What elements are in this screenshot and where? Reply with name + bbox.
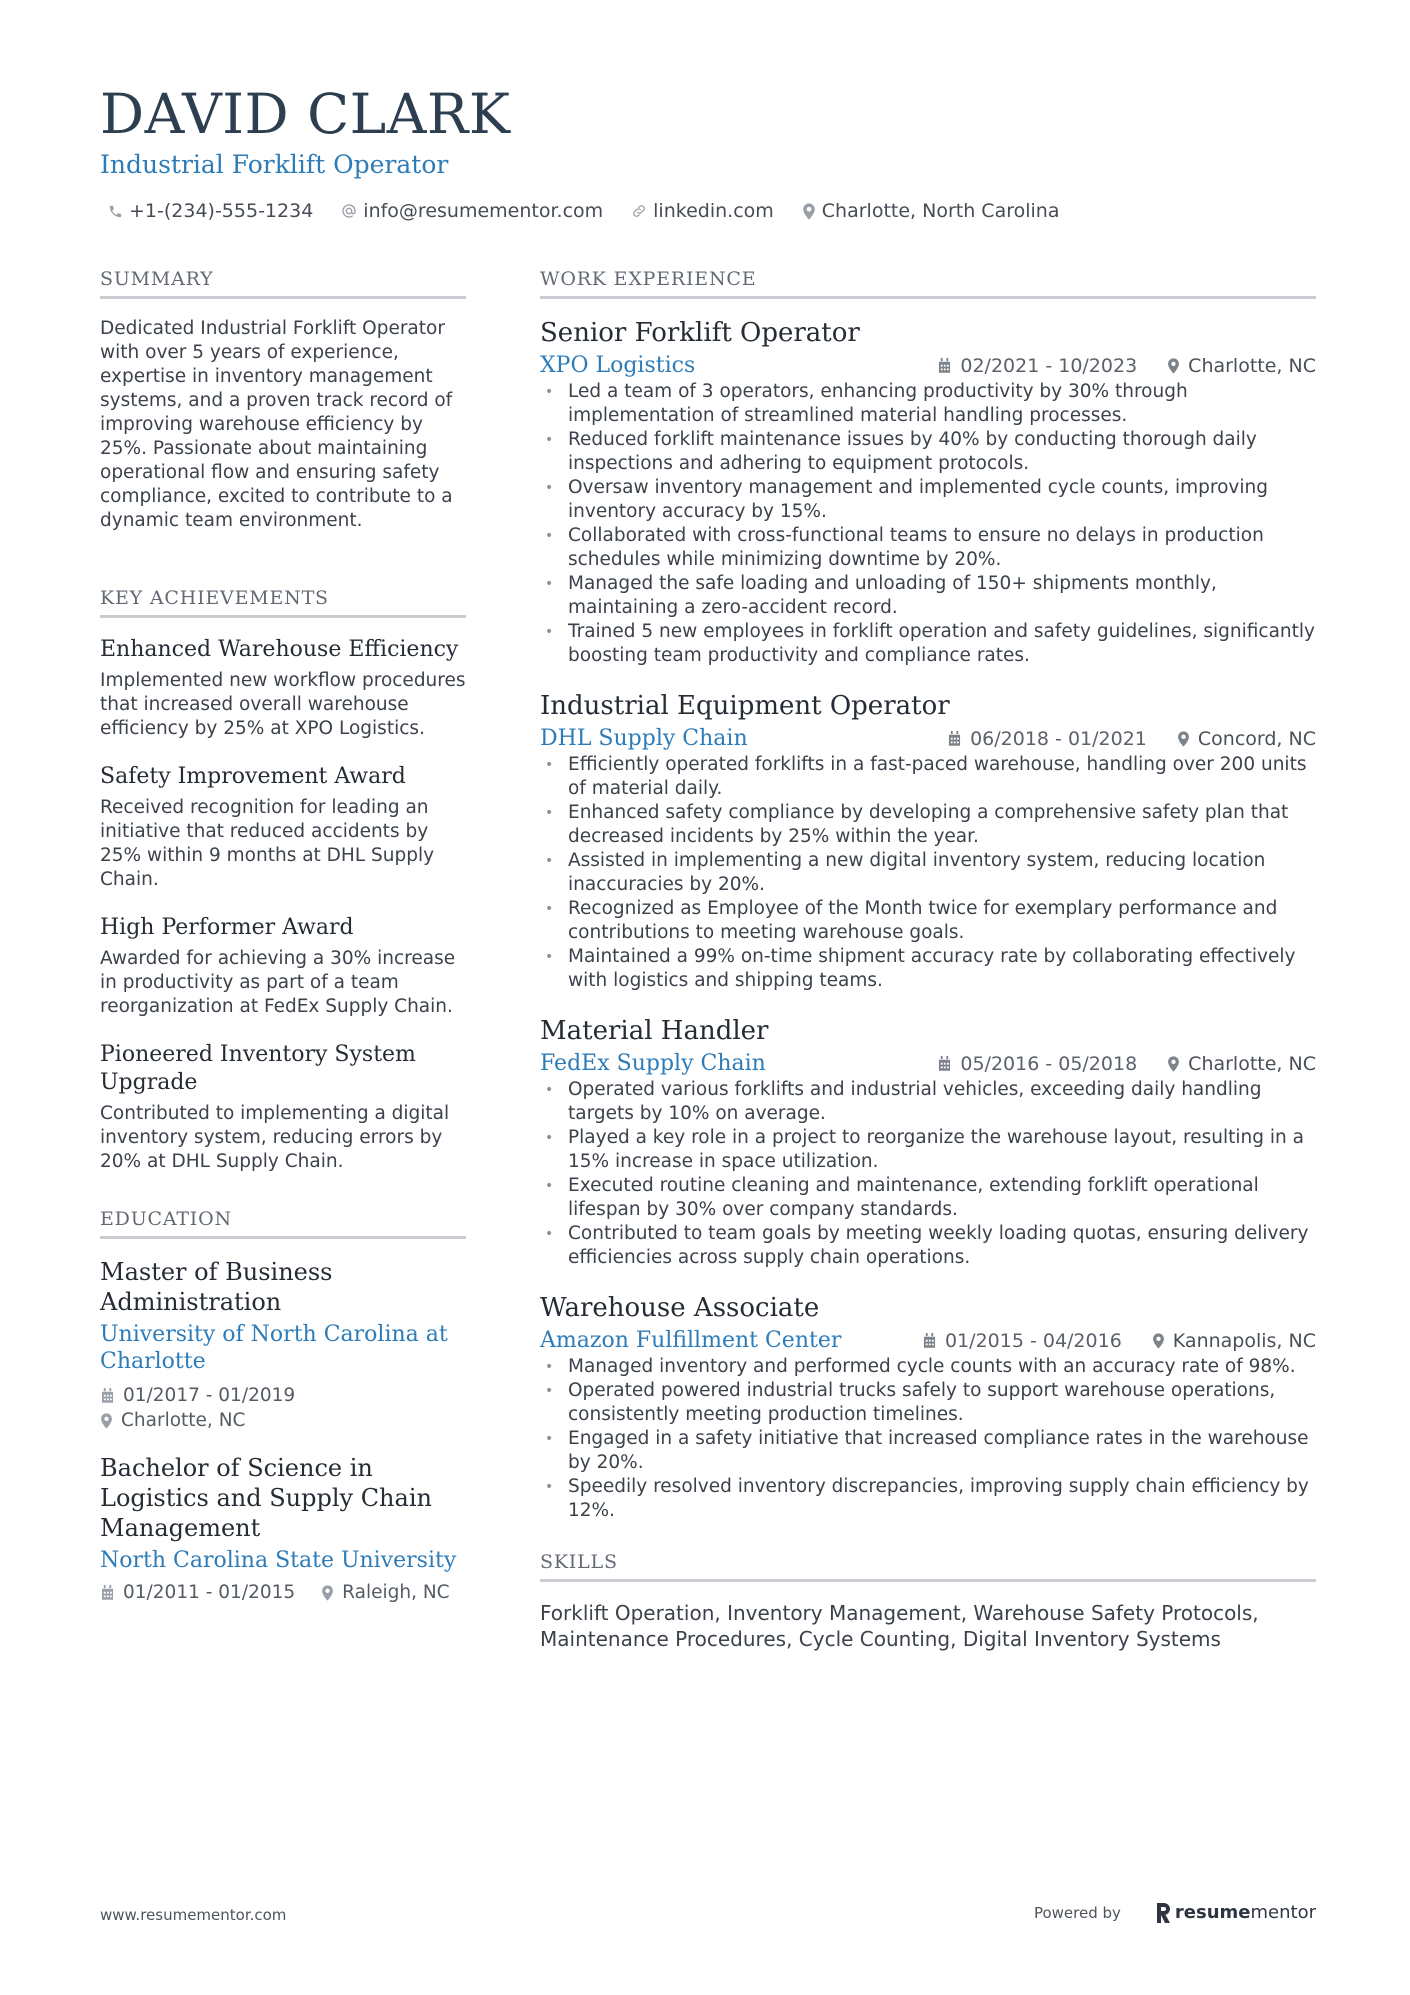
skills-heading: SKILLS bbox=[540, 1551, 1316, 1582]
calendar-icon bbox=[100, 1388, 115, 1404]
footer-brand bbox=[1034, 1902, 1316, 1923]
logo-mark-icon bbox=[1155, 1903, 1171, 1923]
map-pin-icon bbox=[321, 1585, 334, 1601]
email-text: info@resumementor.com bbox=[363, 200, 604, 222]
achievement-item bbox=[100, 914, 466, 1019]
job-location: Kannapolis, NC bbox=[1172, 1329, 1316, 1352]
map-pin-icon bbox=[802, 203, 816, 220]
job-bullet: • Managed inventory and performed cycle counts with an accuracy rate of 98%. bbox=[540, 1355, 1316, 1379]
map-pin-icon bbox=[1177, 731, 1190, 747]
education-meta bbox=[100, 1580, 466, 1605]
education-school: University of North Carolina at Charlotte bbox=[100, 1322, 448, 1374]
job-dates: 02/2021 - 10/2023 bbox=[960, 354, 1138, 377]
achievement-item bbox=[100, 1041, 466, 1174]
achievement-item bbox=[100, 636, 466, 741]
job-company: FedEx Supply Chain bbox=[540, 1051, 766, 1076]
link-icon bbox=[631, 203, 647, 219]
job-bullets bbox=[540, 1355, 1316, 1523]
job-location: Concord, NC bbox=[1197, 727, 1316, 750]
job-bullet: • Engaged in a safety initiative that increased compliance rates in the warehouse by 20%. bbox=[540, 1427, 1316, 1475]
job-title: Warehouse Associate bbox=[540, 1293, 820, 1323]
achievements-heading: KEY ACHIEVEMENTS bbox=[100, 587, 466, 618]
map-pin-icon bbox=[100, 1413, 113, 1429]
calendar-icon bbox=[937, 1056, 952, 1072]
achievement-item bbox=[100, 763, 466, 892]
calendar-icon bbox=[100, 1585, 115, 1601]
job-bullet: • Maintained a 99% on-time shipment accuracy rate by collaborating effectively with logistics and shipping teams. bbox=[540, 945, 1316, 993]
job-bullet: • Oversaw inventory management and implemented cycle counts, improving inventory accuracy by 15%. bbox=[540, 476, 1316, 524]
contact-location bbox=[802, 200, 1060, 222]
skills-section bbox=[540, 1551, 1316, 1652]
job-title: Senior Forklift Operator bbox=[540, 318, 860, 348]
job-entry bbox=[540, 1015, 1316, 1270]
job-bullet: • Enhanced safety compliance by developing a comprehensive safety plan that decreased incidents by 25% within the year. bbox=[540, 801, 1316, 849]
experience-heading: WORK EXPERIENCE bbox=[540, 268, 1316, 299]
job-bullet: • Led a team of 3 operators, enhancing productivity by 30% through implementation of streamlined material handling processes. bbox=[540, 380, 1316, 428]
job-bullet: • Executed routine cleaning and maintenance, extending forklift operational lifespan by 30% over company standards. bbox=[540, 1174, 1316, 1222]
job-meta bbox=[937, 1053, 1316, 1075]
job-location: Charlotte, NC bbox=[1188, 354, 1316, 377]
job-title: Material Handler bbox=[540, 1016, 769, 1046]
achievement-title: Pioneered Inventory System Upgrade bbox=[100, 1042, 416, 1095]
right-column bbox=[540, 268, 1316, 1652]
logo-text-light: mentor bbox=[1250, 1902, 1316, 1923]
map-pin-icon bbox=[1167, 358, 1180, 374]
calendar-icon bbox=[947, 731, 962, 747]
job-bullet: • Reduced forklift maintenance issues by 40% by conducting thorough daily inspections and adhering to equipment protocols. bbox=[540, 428, 1316, 476]
education-degree: Bachelor of Science in Logistics and Supply Chain Management bbox=[100, 1454, 432, 1542]
education-dates bbox=[100, 1383, 466, 1408]
education-school: North Carolina State University bbox=[100, 1548, 457, 1573]
job-meta bbox=[947, 728, 1316, 750]
summary-text: Dedicated Industrial Forklift Operator with over 5 years of experience, expertise in inventory management systems, and a proven track record of improving warehouse efficiency by 25%. Passionate about maintaining operational flow and ensuring safety compliance, excited to contribute to a dynamic team environment. bbox=[100, 318, 453, 531]
achievement-desc: Awarded for achieving a 30% increase in productivity as part of a team reorganization at FedEx Supply Chain. bbox=[100, 948, 456, 1017]
map-pin-icon bbox=[1152, 1333, 1165, 1349]
job-dates: 01/2015 - 04/2016 bbox=[944, 1329, 1122, 1352]
resumementor-logo[interactable] bbox=[1155, 1902, 1316, 1923]
education-dates-text: 01/2011 - 01/2015 bbox=[123, 1582, 296, 1603]
contact-bar bbox=[108, 200, 1087, 222]
job-bullet: • Played a key role in a project to reorganize the warehouse layout, resulting in a 15% increase in space utilization. bbox=[540, 1126, 1316, 1174]
education-dates-text: 01/2017 - 01/2019 bbox=[123, 1385, 296, 1406]
footer-url-link[interactable]: www.resumementor.com bbox=[100, 1906, 287, 1924]
education-location bbox=[100, 1408, 466, 1433]
job-bullet: • Speedily resolved inventory discrepancies, improving supply chain efficiency by 12%. bbox=[540, 1475, 1316, 1523]
job-bullets bbox=[540, 753, 1316, 993]
job-bullet: • Assisted in implementing a new digital inventory system, reducing location inaccuracies by 20%. bbox=[540, 849, 1316, 897]
job-company: Amazon Fulfillment Center bbox=[540, 1328, 842, 1353]
job-bullet: • Contributed to team goals by meeting weekly loading quotas, ensuring delivery efficiencies across supply chain operations. bbox=[540, 1222, 1316, 1270]
job-bullet: • Collaborated with cross-functional teams to ensure no delays in production schedules while minimizing downtime by 20%. bbox=[540, 524, 1316, 572]
achievement-desc: Received recognition for leading an initiative that reduced accidents by 25% within 9 months at DHL Supply Chain. bbox=[100, 797, 435, 890]
contact-linkedin[interactable] bbox=[631, 200, 774, 222]
skills-text: Forklift Operation, Inventory Management, Warehouse Safety Protocols, Maintenance Procedures, Cycle Counting, Digital Inventory Systems bbox=[540, 1601, 1259, 1651]
map-pin-icon bbox=[1167, 1056, 1180, 1072]
education-location-text: Charlotte, NC bbox=[121, 1410, 246, 1431]
job-meta bbox=[937, 355, 1316, 377]
summary-heading: SUMMARY bbox=[100, 268, 466, 299]
job-bullet: • Operated various forklifts and industrial vehicles, exceeding daily handling targets by 10% on average. bbox=[540, 1078, 1316, 1126]
job-bullet: • Managed the safe loading and unloading of 150+ shipments monthly, maintaining a zero-accident record. bbox=[540, 572, 1316, 620]
job-title: Industrial Equipment Operator bbox=[540, 691, 950, 721]
calendar-icon bbox=[937, 358, 952, 374]
job-bullet: • Recognized as Employee of the Month twice for exemplary performance and contributions to meeting warehouse goals. bbox=[540, 897, 1316, 945]
achievement-title: High Performer Award bbox=[100, 915, 354, 940]
job-bullet: • Trained 5 new employees in forklift operation and safety guidelines, significantly boosting team productivity and compliance rates. bbox=[540, 620, 1316, 668]
powered-by-text: Powered by bbox=[1033, 1903, 1121, 1922]
logo-text-bold: resume bbox=[1174, 1902, 1251, 1923]
job-bullets bbox=[540, 1078, 1316, 1270]
calendar-icon bbox=[922, 1333, 937, 1349]
education-item bbox=[100, 1257, 466, 1433]
job-location: Charlotte, NC bbox=[1188, 1052, 1316, 1075]
job-bullets bbox=[540, 380, 1316, 668]
achievement-title: Safety Improvement Award bbox=[100, 764, 406, 789]
job-role-title: Industrial Forklift Operator bbox=[100, 150, 449, 179]
left-column bbox=[100, 268, 466, 1625]
education-item bbox=[100, 1453, 466, 1605]
job-dates: 06/2018 - 01/2021 bbox=[970, 727, 1147, 750]
job-entry bbox=[540, 317, 1316, 668]
location-text: Charlotte, North Carolina bbox=[821, 200, 1060, 222]
job-bullet: • Operated powered industrial trucks safely to support warehouse operations, consistently meeting production timelines. bbox=[540, 1379, 1316, 1427]
job-company: DHL Supply Chain bbox=[540, 726, 748, 751]
achievement-desc: Contributed to implementing a digital inventory system, reducing errors by 20% at DHL Supply Chain. bbox=[100, 1103, 450, 1172]
candidate-name: DAVID CLARK bbox=[100, 82, 511, 146]
job-dates: 05/2016 - 05/2018 bbox=[960, 1052, 1138, 1075]
job-entry bbox=[540, 1292, 1316, 1523]
education-heading: EDUCATION bbox=[100, 1208, 466, 1239]
linkedin-text: linkedin.com bbox=[653, 200, 774, 222]
achievement-desc: Implemented new workflow procedures that increased overall warehouse efficiency by 25% at XPO Logistics. bbox=[100, 670, 466, 739]
job-entry bbox=[540, 690, 1316, 993]
contact-email[interactable] bbox=[341, 200, 603, 222]
job-bullet: • Efficiently operated forklifts in a fast-paced warehouse, handling over 200 units of material daily. bbox=[540, 753, 1316, 801]
phone-text: +1-(234)-555-1234 bbox=[129, 200, 314, 222]
job-meta bbox=[922, 1330, 1316, 1352]
job-company: XPO Logistics bbox=[540, 353, 696, 378]
achievement-title: Enhanced Warehouse Efficiency bbox=[100, 637, 459, 662]
education-location-text: Raleigh, NC bbox=[342, 1582, 450, 1603]
achievements-list bbox=[100, 636, 466, 1174]
contact-phone[interactable] bbox=[108, 200, 313, 222]
phone-icon bbox=[108, 204, 123, 219]
at-icon bbox=[341, 203, 357, 219]
logo-text bbox=[1175, 1902, 1316, 1923]
education-degree: Master of Business Administration bbox=[100, 1258, 333, 1316]
